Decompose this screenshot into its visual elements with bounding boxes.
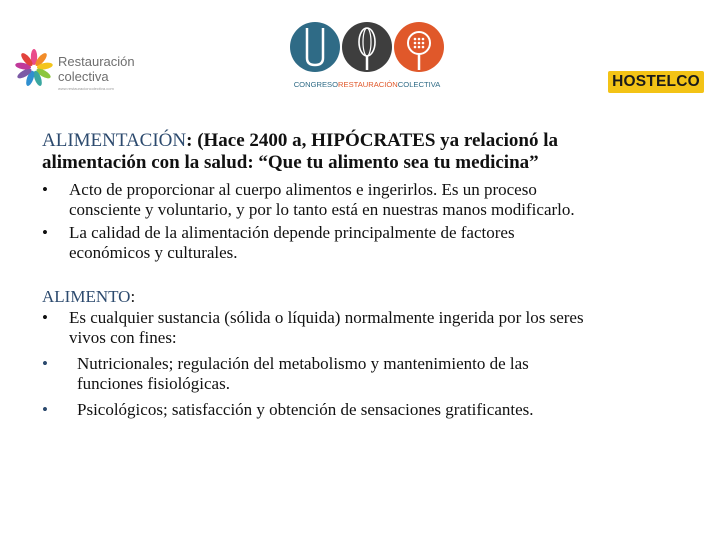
- alimentacion-section: [42, 130, 692, 263]
- congreso-logo: [282, 18, 452, 96]
- logo-line-2: colectiva: [58, 69, 109, 84]
- colectiva-word: COLECTIVA: [397, 80, 441, 89]
- restauracion-colectiva-logo: [12, 46, 135, 94]
- congreso-word: CONGRESO: [293, 80, 339, 89]
- bullet-text-line2: económicos y culturales.: [69, 243, 238, 262]
- alimento-section: [42, 286, 692, 420]
- sub-bullet-item: [42, 354, 692, 394]
- bullet-text-line1: La calidad de la alimentación depende principalmente de factores: [69, 223, 515, 242]
- bullet-glyph: •: [42, 180, 48, 199]
- bullet-text-line1: Acto de proporcionar al cuerpo alimentos e ingerirlos. Es un proceso: [69, 180, 537, 199]
- alimento-word: ALIMENTO: [42, 287, 131, 306]
- bullet-glyph: •: [42, 400, 48, 419]
- sub-bullet-text-line1: Nutricionales; regulación del metabolismo y mantenimiento de las: [77, 354, 529, 373]
- bullet-glyph: •: [42, 354, 48, 373]
- kitchen-utensils-icon: [290, 18, 444, 78]
- alimentacion-word: ALIMENTACIÓN: [42, 130, 187, 151]
- alimentacion-title-line2: alimentación con la salud: “Que tu alimento sea tu medicina”: [42, 152, 539, 173]
- bullet-item: [42, 180, 692, 220]
- bullet-text-line2: consciente y voluntario, y por lo tanto está en nuestras manos modificarlo.: [69, 200, 575, 219]
- sub-bullet-text-line1: Psicológicos; satisfacción y obtención de sensaciones gratificantes.: [77, 400, 534, 419]
- restauracion-word: RESTAURACIÓN: [338, 80, 398, 89]
- hostelco-text: HOSTELCO: [612, 73, 700, 90]
- alimentacion-heading: [42, 130, 692, 174]
- flower-logo-icon: [12, 46, 56, 90]
- bullet-glyph: •: [42, 223, 48, 242]
- logo-line-1: Restauración: [58, 54, 135, 69]
- logo-url: www.restauracioncolectiva.com: [58, 86, 114, 91]
- congreso-wordmark: [282, 80, 452, 89]
- hostelco-logo: [608, 71, 704, 93]
- alimento-heading: [42, 286, 692, 308]
- alimento-colon: :: [130, 287, 136, 306]
- bullet-item: [42, 223, 692, 263]
- bullet-glyph: •: [42, 308, 48, 327]
- bullet-text-line2: vivos con fines:: [69, 328, 177, 347]
- sub-bullet-text-line2: funciones fisiológicas.: [77, 374, 230, 393]
- bullet-text-line1: Es cualquier sustancia (sólida o líquida) normalmente ingerida por los seres: [69, 308, 584, 327]
- sub-bullet-item: [42, 400, 692, 420]
- alimentacion-title-rest: : (Hace 2400 a, HIPÓCRATES ya relacionó la: [186, 130, 559, 151]
- bullet-item: [42, 308, 692, 348]
